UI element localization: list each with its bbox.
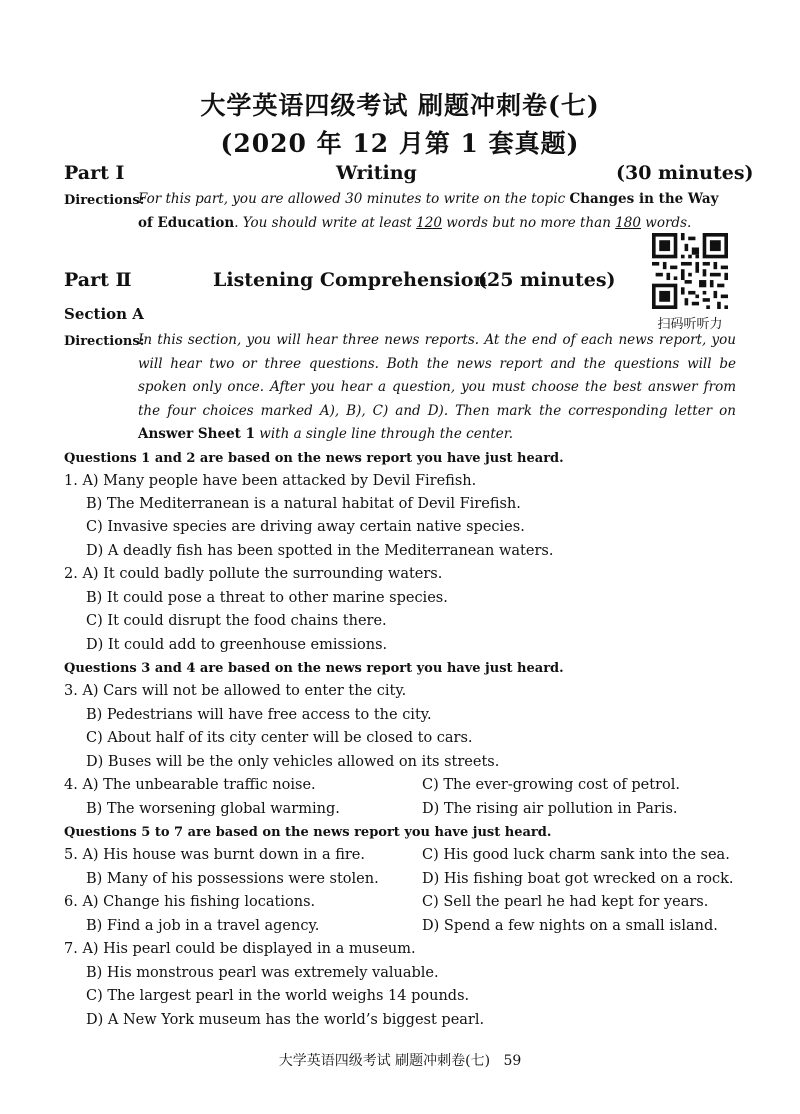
qr-caption: 扫码听听力 xyxy=(657,317,723,332)
q3-option-c: C) About half of its city center will be closed to cars. xyxy=(86,730,473,746)
part1-directions-label: Directions: xyxy=(64,193,145,208)
q4-option-a: 4. A) The unbearable traffic noise. xyxy=(64,777,316,793)
q4-option-d: D) The rising air pollution in Paris. xyxy=(422,801,678,817)
q7-option-d: D) A New York museum has the world’s biggest pearl. xyxy=(86,1012,485,1028)
q7-option-a: 7. A) His pearl could be displayed in a museum. xyxy=(64,941,416,957)
q3-option-a: 3. A) Cars will not be allowed to enter the city. xyxy=(64,683,407,699)
part2-label: Part Ⅱ xyxy=(64,269,132,291)
q7-option-c: C) The largest pearl in the world weighs 14 pounds. xyxy=(86,988,470,1004)
q3-option-d: D) Buses will be the only vehicles allowed on its streets. xyxy=(86,754,500,770)
q6-option-c: C) Sell the pearl he had kept for years. xyxy=(422,894,709,910)
section-a-heading: Section A xyxy=(64,305,144,323)
q1-option-d: D) A deadly fish has been spotted in the Mediterranean waters. xyxy=(86,543,554,559)
q4-option-c: C) The ever-growing cost of petrol. xyxy=(422,777,680,793)
q6-option-a: 6. A) Change his fishing locations. xyxy=(64,894,316,910)
part1-label: Part Ⅰ xyxy=(64,162,125,184)
q5-option-d: D) His fishing boat got wrecked on a rock. xyxy=(422,871,734,887)
q1-option-a: 1. A) Many people have been attacked by Devil Firefish. xyxy=(64,473,477,489)
q7-option-b: B) His monstrous pearl was extremely valuable. xyxy=(86,965,439,981)
q3-option-b: B) Pedestrians will have free access to the city. xyxy=(86,707,432,723)
part1-name: Writing xyxy=(336,162,417,184)
q6-option-d: D) Spend a few nights on a small island. xyxy=(422,918,718,934)
q2-option-d: D) It could add to greenhouse emissions. xyxy=(86,637,388,653)
question-group-header-2: Questions 3 and 4 are based on the news report you have just heard. xyxy=(64,661,564,676)
q5-option-a: 5. A) His house was burnt down in a fire. xyxy=(64,847,365,863)
q5-option-c: C) His good luck charm sank into the sea. xyxy=(422,847,730,863)
q2-option-a: 2. A) It could badly pollute the surrounding waters. xyxy=(64,566,443,582)
q6-option-b: B) Find a job in a travel agency. xyxy=(86,918,320,934)
page-footer: 大学英语四级考试 刷题冲刺卷(七) 59 xyxy=(278,1053,522,1069)
part1-time: (30 minutes) xyxy=(616,162,754,184)
q1-option-c: C) Invasive species are driving away certain native species. xyxy=(86,519,525,535)
part2-time: (25 minutes) xyxy=(478,269,616,291)
question-group-header-3: Questions 5 to 7 are based on the news report you have just heard. xyxy=(64,825,552,840)
page-title: 大学英语四级考试 刷题冲刺卷(七) xyxy=(200,91,600,120)
qr-code-icon[interactable] xyxy=(652,233,728,309)
q2-option-b: B) It could pose a threat to other marine species. xyxy=(86,590,448,606)
part2-name: Listening Comprehension xyxy=(213,269,488,291)
part2-directions: In this section, you will hear three news reports. At the end of each news report, you will hear two or three questions. Both the news report and the questions will be spoken only once. After you hear a question, you must choose the best answer from the four choices marked A), B), C) and D). Then mark the corresponding letter on Answer Sheet 1 with a single line through the center. xyxy=(138,332,736,442)
q2-option-c: C) It could disrupt the food chains there. xyxy=(86,613,387,629)
part1-directions: For this part, you are allowed 30 minutes to write on the topic Changes in the Way of Education. You should write at least 120 words but no more than 180 words. xyxy=(138,191,719,231)
part2-directions-label: Directions: xyxy=(64,334,145,349)
question-group-header-1: Questions 1 and 2 are based on the news report you have just heard. xyxy=(64,451,564,466)
q1-option-b: B) The Mediterranean is a natural habitat of Devil Firefish. xyxy=(86,496,521,512)
page-subtitle: (2020 年 12 月第 1 套真题) xyxy=(220,129,580,158)
q4-option-b: B) The worsening global warming. xyxy=(86,801,340,817)
q5-option-b: B) Many of his possessions were stolen. xyxy=(86,871,379,887)
